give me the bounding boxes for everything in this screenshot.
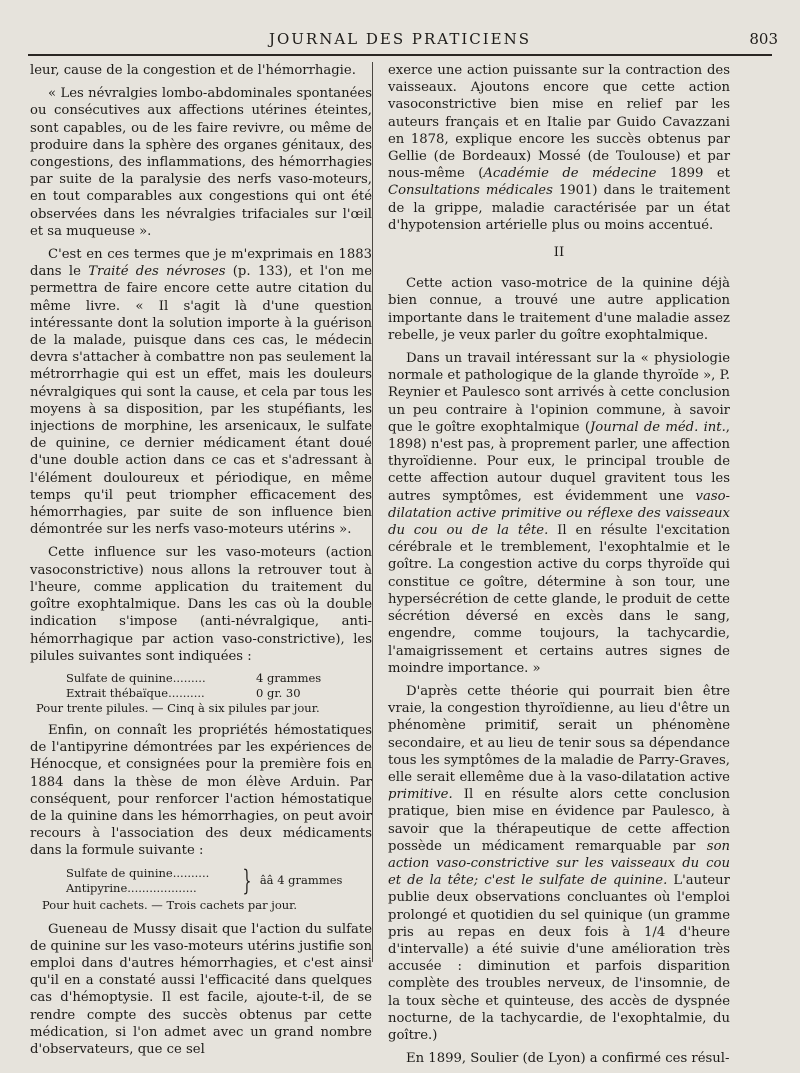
paragraph: Enfin, on connaît les propriétés hémostatiques de l'antipyrine démontrées par les expériences de Hénocque, et consignées pour la première fois en 1884 dans la thèse de mon élève Arduin. Par conséquent, pour renforcer l'action hémostatique de la quinine dans les hémorrhagies, on peut avoir recours à l'association des deux médicaments dans la formule suivante : (30, 722, 372, 859)
recipe-ingredient: Extrait thébaïque.......... (66, 685, 205, 700)
paragraph (388, 683, 730, 1044)
text-span: C'est en ces termes que je m'exprimais en 1883 dans le (30, 247, 372, 280)
italic-phrase: primitive. (388, 787, 453, 803)
italic-citation: Consultations médicales (388, 183, 553, 199)
paragraph: En 1899, Soulier (de Lyon) a confirmé ces résul- (406, 1051, 730, 1067)
text-span: Dans un travail intéressant sur la « physiologie normale et pathologique de la glande thyroïde », P. Reynier et Paulesco sont arrivés à cette conclusion un peu contraire à l'opinion commune, à savoir que le goître exophtalmique ( (388, 351, 730, 435)
text-span: L'auteur publie deux observations concluantes où l'emploi prolongé et quotidien du sel quinique (un gramme pris au repas en deux fois à 1/4 d'heure d'intervalle) a été suivie d'une amélioration très accusée : diminution et parfois disparition complète des troubles nerveux, de l'insomnie, de la toux sèche et quinteuse, des accès de dyspnée nocturne, de la tachycardie, de l'exophtalmie, du goître.) (388, 873, 730, 1043)
paragraph: Gueneau de Mussy disait que l'action du sulfate de quinine sur les vaso-moteurs utérins justifie son emploi dans d'autres hémorrhagies, et c'est ainsi qu'il en a constaté aussi l'efficacité dans quelques cas d'hémoptysie. Il est facile, ajoute-t-il, de se rendre compte des succès obtenus par cette médication, si l'on admet avec un grand nombre d'observateurs, que ce sel (30, 921, 372, 1057)
italic-phrase: son action vaso-constrictive sur les vaisseaux du cou et de la tête; c'est le sulfate de quinine. (388, 838, 730, 889)
recipe-ingredient: Sulfate de quinine.......... (66, 865, 210, 880)
column-divider (372, 62, 373, 962)
recipe-ingredient: Sulfate de quinine......... (66, 670, 206, 685)
paragraph (388, 350, 730, 677)
recipe-ingredient: Antipyrine................... (66, 880, 197, 895)
journal-title: JOURNAL DES PRATICIENS (268, 30, 532, 48)
recipe-quantity: 0 gr. 30 (256, 685, 301, 700)
recipe-quantity: 4 grammes (256, 670, 322, 685)
header-rule (28, 54, 772, 56)
text-span: Il en résulte alors cette conclusion pratique, bien mise en évidence par Paulesco, à savoir que la thérapeutique de cette affection possède un médicament remarquable par (388, 787, 730, 854)
recipe-cachets (66, 863, 372, 897)
recipe-note: Pour trente pilules. — Cinq à six pilules par jour. (36, 700, 320, 715)
page-number: 803 (749, 30, 778, 48)
text-span: , 1898) n'est pas, à proprement parler, une affection thyroïdienne. Pour eux, le principal trouble de cette affection autour duquel gravitent tous les autres symptômes, est évidemment une (388, 419, 730, 504)
text-span: 1901) dans le traitement de la grippe, maladie caractérisée par un état d'hypotension artérielle plus ou moins accentué. (388, 183, 730, 233)
italic-citation: Académie de médecine (483, 166, 657, 182)
brace-icon: } (242, 863, 252, 897)
recipe-pills (36, 670, 372, 716)
italic-phrase: vaso-dilatation active primitive ou réflexe des vaisseaux du cou ou de la tête. (388, 488, 730, 539)
paragraph: Cette influence sur les vaso-moteurs (action vasoconstrictive) nous allons la retrouver tout à l'heure, comme application du traitement du goître exophtalmique. Dans les cas où la double indication s'impose (anti-névralgique, anti-hémorrhagique par action vaso-constrictive), les pilules suivantes sont indiquées : (30, 545, 372, 664)
paragraph: « Les névralgies lombo-abdominales spontanées ou consécutives aux affections utérines éteintes, sont capables, ou de les faire revivre, ou même de produire dans la sphère des organes génitaux, des congestions, des inflammations, des hémorrhagies par suite de la paralysie des nerfs vaso-moteurs, en tout comparables aux congestions qui ont été observées dans les névralgies trifaciales sur l'œil et sa muqueuse ». (30, 86, 372, 239)
text-span: (p. 133), et l'on me permettra de faire encore cette autre citation du même livre. « Il s'agit là d'une question intéressante dont la solution importe à la guérison de la malade, puisque dans ces cas, le médecin devra s'attacher à combattre non pas seulement la métrorrhagie qui est un effet, mais les douleurs névralgiques qui sont la cause, et cela par tous les moyens à sa disposition, par les stupéfiants, les injections de morphine, les arsenicaux, le sulfate de quinine, ce dernier médicament étant doué d'une double action dans ce cas et s'adressant à l'élément douloureux et périodique, en même temps qu'il peut triompher efficacement des hémorrhagies, par suite de son influence bien démontrée sur les nerfs vaso-moteurs utérins ». (30, 264, 372, 538)
italic-citation: Journal de méd. int. (589, 419, 726, 435)
section-number: II (553, 245, 565, 261)
right-column (388, 62, 730, 1073)
recipe-note: Pour huit cachets. — Trois cachets par jour. (42, 897, 298, 912)
italic-title: Traité des névroses (88, 264, 226, 280)
recipe-row (66, 671, 372, 686)
recipe-row (66, 686, 372, 701)
left-column (30, 62, 372, 1064)
text-span: 1899 et (656, 166, 730, 182)
text-span: D'après cette théorie qui pourrait bien être vraie, la congestion thyroïdienne, au lieu d'être un phénomène primitif, serait un phénomène secondaire, et au lieu de tenir sous sa dépendance tous les symptômes de la maladie de Parry-Graves, elle serait ellemême due à la vaso-dilatation active (388, 683, 730, 785)
text-span: exerce une action puissante sur la contraction des vaisseaux. Ajoutons encore que cette action vasoconstrictive bien mise en relief par les auteurs français et en Italie par Guido Cavazzani en 1878, explique encore les succès obtenus par Gellie (de Bordeaux) Mossé (de Toulouse) et par nous-même ( (388, 63, 730, 182)
paragraph: leur, cause de la congestion et de l'hémorrhagie. (30, 63, 356, 78)
recipe-ingredients (66, 866, 236, 896)
paragraph (388, 62, 730, 234)
paragraph (30, 246, 372, 538)
recipe-quantity: ââ 4 grammes (259, 873, 343, 888)
page-header (0, 28, 800, 54)
text-span: Il en résulte l'excitation cérébrale et le tremblement, l'exophtalmie et le goître. La congestion active du corps thyroïde qui constitue ce goître, détermine à son tour, une hypersécrétion de cette glande, le produit de cette sécrétion déversé en excès dans le sang, engendre, comme toujours, la tachycardie, l'amaigrissement et certains autres signes de moindre importance. » (388, 523, 731, 676)
recipe-note-wrap (42, 897, 372, 913)
paragraph: Cette action vaso-motrice de la quinine déjà bien connue, a trouvé une autre application importante dans le traitement d'une maladie assez rebelle, je veux parler du goître exophtalmique. (388, 276, 730, 343)
